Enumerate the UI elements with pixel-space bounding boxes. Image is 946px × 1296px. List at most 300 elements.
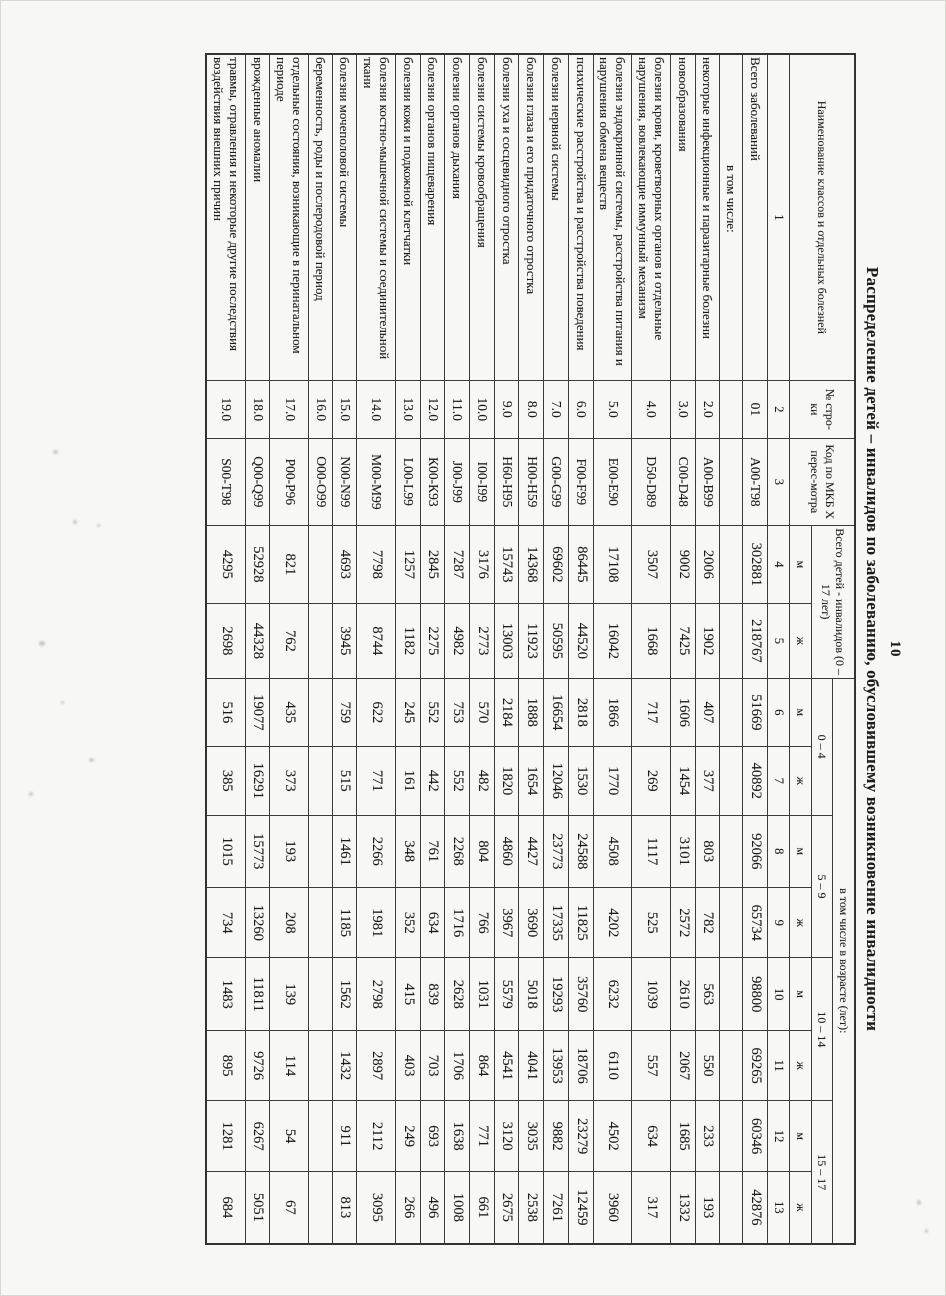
value-cell: 352 <box>396 887 421 957</box>
scan-noise <box>925 1229 928 1233</box>
value-cell <box>309 815 332 887</box>
value-cell: 661 <box>470 1171 495 1244</box>
value-cell: 9882 <box>544 1101 569 1171</box>
icd-code-cell: А00-Т98 <box>743 439 768 526</box>
value-cell: 1638 <box>445 1101 470 1171</box>
value-cell: 348 <box>396 815 421 887</box>
disease-name-cell: болезни уха и сосцевидного отростка <box>494 54 519 380</box>
value-cell: 1031 <box>470 958 495 1030</box>
value-cell: 69265 <box>743 1030 768 1100</box>
col-number: 11 <box>767 1030 789 1100</box>
icd-code-cell: О00-О99 <box>309 439 332 526</box>
header-age-5-9: 5 – 9 <box>811 815 833 958</box>
col-number: 13 <box>767 1171 789 1244</box>
table-header <box>767 54 855 1244</box>
value-cell: 193 <box>695 1171 720 1244</box>
value-cell: 2628 <box>445 958 470 1030</box>
scan-noise <box>39 641 45 646</box>
value-cell: 161 <box>396 747 421 815</box>
value-cell: 693 <box>420 1101 445 1171</box>
value-cell: 7425 <box>670 604 695 678</box>
icd-code-cell: Е00-Е90 <box>593 439 632 526</box>
value-cell: 1888 <box>519 678 544 746</box>
value-cell: 44328 <box>245 604 270 678</box>
value-cell: 1257 <box>396 525 421 604</box>
value-cell: 1117 <box>632 815 671 887</box>
value-cell: 1332 <box>670 1171 695 1244</box>
value-cell: 2275 <box>420 604 445 678</box>
value-cell: 684 <box>206 1171 245 1244</box>
table-row <box>670 54 695 1244</box>
icd-code-cell: Q00-Q99 <box>245 439 270 526</box>
value-cell: 2610 <box>670 958 695 1030</box>
col-number: 12 <box>767 1101 789 1171</box>
value-cell: 266 <box>396 1171 421 1244</box>
value-cell: 2818 <box>568 678 593 746</box>
value-cell: 7798 <box>357 525 396 604</box>
table-row <box>519 54 544 1244</box>
value-cell: 1981 <box>357 887 396 957</box>
icd-code-cell: К00-К93 <box>420 439 445 526</box>
value-cell: 269 <box>632 747 671 815</box>
header-disease-name: Наименование классов и отдельных болезней <box>790 54 855 380</box>
value-cell: 19293 <box>544 958 569 1030</box>
value-cell: 435 <box>270 678 309 746</box>
value-cell: 52928 <box>245 525 270 604</box>
line-number-cell: 17.0 <box>270 380 309 438</box>
value-cell <box>309 525 332 604</box>
value-cell: 114 <box>270 1030 309 1100</box>
value-cell <box>309 1101 332 1171</box>
value-cell: 5051 <box>245 1171 270 1244</box>
value-cell: 373 <box>270 747 309 815</box>
value-cell: 5018 <box>519 958 544 1030</box>
value-cell: 6110 <box>593 1030 632 1100</box>
value-cell: 7287 <box>445 525 470 604</box>
value-cell: 208 <box>270 887 309 957</box>
value-cell: 761 <box>420 815 445 887</box>
line-number-cell: 5.0 <box>593 380 632 438</box>
value-cell: 14368 <box>519 525 544 604</box>
col-number: 1 <box>767 54 789 380</box>
value-cell: 703 <box>420 1030 445 1100</box>
col-number: 7 <box>767 747 789 815</box>
line-number-cell: 7.0 <box>544 380 569 438</box>
line-number-cell: 15.0 <box>332 380 357 438</box>
value-cell: 717 <box>632 678 671 746</box>
disease-name-cell: болезни органов дыхания <box>445 54 470 380</box>
value-cell: 1820 <box>494 747 519 815</box>
disease-name-cell: беременность, роды и послеродовой период <box>309 54 332 380</box>
value-cell: 2773 <box>470 604 495 678</box>
icd-code-cell: С00-D48 <box>670 439 695 526</box>
col-number: 10 <box>767 958 789 1030</box>
table-body <box>206 54 767 1244</box>
value-cell: 634 <box>632 1101 671 1171</box>
value-cell: 40892 <box>743 747 768 815</box>
value-cell: 759 <box>332 678 357 746</box>
line-number-cell: 13.0 <box>396 380 421 438</box>
col-number: 5 <box>767 604 789 678</box>
page-number: 10 <box>887 640 903 658</box>
line-number-cell: 16.0 <box>309 380 332 438</box>
table-row <box>445 54 470 1244</box>
header-male: м <box>790 678 812 746</box>
value-cell: 4541 <box>494 1030 519 1100</box>
disability-statistics-table <box>205 53 856 1245</box>
disease-name-cell: новообразования <box>670 54 695 380</box>
value-cell: 4860 <box>494 815 519 887</box>
icd-code-cell: D50-D89 <box>632 439 671 526</box>
disease-name-cell: Всего заболеваний <box>743 54 768 380</box>
value-cell: 13260 <box>245 887 270 957</box>
value-cell: 804 <box>470 815 495 887</box>
value-cell: 2675 <box>494 1171 519 1244</box>
value-cell: 442 <box>420 747 445 815</box>
value-cell: 17108 <box>593 525 632 604</box>
icd-code-cell: Н60-Н95 <box>494 439 519 526</box>
value-cell: 1432 <box>332 1030 357 1100</box>
value-cell: 771 <box>357 747 396 815</box>
value-cell: 13953 <box>544 1030 569 1100</box>
value-cell: 2067 <box>670 1030 695 1100</box>
value-cell: 550 <box>695 1030 720 1100</box>
scan-noise <box>73 520 77 524</box>
value-cell: 895 <box>206 1030 245 1100</box>
line-number-cell: 2.0 <box>695 380 720 438</box>
value-cell: 4693 <box>332 525 357 604</box>
value-cell: 6232 <box>593 958 632 1030</box>
value-cell <box>720 815 743 887</box>
header-male: м <box>790 1101 812 1171</box>
value-cell: 634 <box>420 887 445 957</box>
table-row <box>593 54 632 1244</box>
icd-code-cell: М00-М99 <box>357 439 396 526</box>
value-cell: 1008 <box>445 1171 470 1244</box>
value-cell <box>720 1171 743 1244</box>
value-cell <box>720 525 743 604</box>
icd-code-cell: S00-Т98 <box>206 439 245 526</box>
header-age-10-14: 10 – 14 <box>811 958 833 1101</box>
value-cell: 54 <box>270 1101 309 1171</box>
icd-code-cell: Н00-Н59 <box>519 439 544 526</box>
value-cell: 2266 <box>357 815 396 887</box>
value-cell: 1562 <box>332 958 357 1030</box>
disease-name-cell: болезни системы кровообращения <box>470 54 495 380</box>
value-cell: 42876 <box>743 1171 768 1244</box>
value-cell: 65734 <box>743 887 768 957</box>
line-number-cell: 18.0 <box>245 380 270 438</box>
scan-noise <box>97 524 100 527</box>
value-cell: 911 <box>332 1101 357 1171</box>
line-number-cell: 01 <box>743 380 768 438</box>
scan-noise <box>917 1200 921 1205</box>
value-cell: 3967 <box>494 887 519 957</box>
value-cell: 50595 <box>544 604 569 678</box>
value-cell: 3095 <box>357 1171 396 1244</box>
value-cell: 35760 <box>568 958 593 1030</box>
table-row <box>396 54 421 1244</box>
value-cell: 1015 <box>206 815 245 887</box>
value-cell <box>309 747 332 815</box>
value-cell: 4508 <box>593 815 632 887</box>
value-cell: 3176 <box>470 525 495 604</box>
disease-name-cell: болезни костно-мышечной системы и соединительной ткани <box>357 54 396 380</box>
table-row <box>494 54 519 1244</box>
icd-code-cell: L00-L99 <box>396 439 421 526</box>
value-cell: 193 <box>270 815 309 887</box>
value-cell: 4295 <box>206 525 245 604</box>
table-row <box>470 54 495 1244</box>
value-cell: 385 <box>206 747 245 815</box>
value-cell <box>720 678 743 746</box>
line-number-cell: 19.0 <box>206 380 245 438</box>
value-cell: 1706 <box>445 1030 470 1100</box>
header-female: ж <box>790 747 812 815</box>
value-cell: 762 <box>270 604 309 678</box>
table-row <box>632 54 671 1244</box>
scan-noise <box>29 792 33 796</box>
header-male: м <box>790 525 812 604</box>
value-cell: 552 <box>420 678 445 746</box>
value-cell: 1770 <box>593 747 632 815</box>
header-total: Всего детей - инвалидов (0 – 17 лет) <box>811 525 855 678</box>
icd-code-cell <box>720 439 743 526</box>
value-cell: 1866 <box>593 678 632 746</box>
line-number-cell: 4.0 <box>632 380 671 438</box>
col-number: 9 <box>767 887 789 957</box>
table-row <box>743 54 768 1244</box>
value-cell: 766 <box>470 887 495 957</box>
value-cell: 7261 <box>544 1171 569 1244</box>
value-cell: 23279 <box>568 1101 593 1171</box>
disease-name-cell: в том числе: <box>720 54 743 380</box>
disease-name-cell: болезни эндокринной системы, расстройства питания и нарушения обмена веществ <box>593 54 632 380</box>
value-cell: 1454 <box>670 747 695 815</box>
value-cell: 570 <box>470 678 495 746</box>
value-cell: 17335 <box>544 887 569 957</box>
col-number: 6 <box>767 678 789 746</box>
disease-name-cell: болезни кожи и подкожной клетчатки <box>396 54 421 380</box>
value-cell <box>720 958 743 1030</box>
value-cell: 771 <box>470 1101 495 1171</box>
value-cell: 821 <box>270 525 309 604</box>
disease-name-cell: врожденные аномалии <box>245 54 270 380</box>
header-male: м <box>790 815 812 887</box>
col-number: 2 <box>767 380 789 438</box>
line-number-cell: 12.0 <box>420 380 445 438</box>
value-cell: 233 <box>695 1101 720 1171</box>
header-line-number: № стро-ки <box>790 380 855 438</box>
value-cell <box>309 958 332 1030</box>
icd-code-cell: N00-N99 <box>332 439 357 526</box>
table-row <box>357 54 396 1244</box>
table-row <box>206 54 245 1244</box>
value-cell: 13003 <box>494 604 519 678</box>
value-cell: 249 <box>396 1101 421 1171</box>
value-cell <box>720 1101 743 1171</box>
value-cell: 3035 <box>519 1101 544 1171</box>
icd-code-cell: I00-I99 <box>470 439 495 526</box>
value-cell: 377 <box>695 747 720 815</box>
value-cell: 516 <box>206 678 245 746</box>
value-cell: 2845 <box>420 525 445 604</box>
value-cell: 69602 <box>544 525 569 604</box>
disease-name-cell: травмы, отравления и некоторые другие последствия воздействия внешних причин <box>206 54 245 380</box>
value-cell: 23773 <box>544 815 569 887</box>
value-cell <box>720 887 743 957</box>
col-number: 4 <box>767 525 789 604</box>
disease-name-cell: болезни крови, кроветворных органов и отдельные нарушения, вовлекающие иммунный механизм <box>632 54 671 380</box>
disease-name-cell: болезни нервной системы <box>544 54 569 380</box>
value-cell: 24588 <box>568 815 593 887</box>
value-cell: 1461 <box>332 815 357 887</box>
value-cell: 2572 <box>670 887 695 957</box>
table-row <box>309 54 332 1244</box>
value-cell: 3960 <box>593 1171 632 1244</box>
value-cell: 16654 <box>544 678 569 746</box>
disease-name-cell: некоторые инфекционные и паразитарные болезни <box>695 54 720 380</box>
line-number-cell: 9.0 <box>494 380 519 438</box>
value-cell: 8744 <box>357 604 396 678</box>
table-row <box>420 54 445 1244</box>
value-cell: 92066 <box>743 815 768 887</box>
value-cell: 4502 <box>593 1101 632 1171</box>
disease-name-cell: болезни глаза и его придаточного отростка <box>519 54 544 380</box>
table-row <box>695 54 720 1244</box>
value-cell: 4427 <box>519 815 544 887</box>
scan-noise <box>53 450 58 454</box>
value-cell: 9002 <box>670 525 695 604</box>
value-cell: 12459 <box>568 1171 593 1244</box>
scan-noise <box>89 758 94 762</box>
scan-noise <box>61 701 64 704</box>
value-cell: 317 <box>632 1171 671 1244</box>
value-cell: 482 <box>470 747 495 815</box>
value-cell: 1902 <box>695 604 720 678</box>
value-cell: 557 <box>632 1030 671 1100</box>
value-cell: 6267 <box>245 1101 270 1171</box>
header-female: ж <box>790 604 812 678</box>
line-number-cell: 11.0 <box>445 380 470 438</box>
value-cell: 67 <box>270 1171 309 1244</box>
value-cell: 2006 <box>695 525 720 604</box>
value-cell: 11811 <box>245 958 270 1030</box>
value-cell: 496 <box>420 1171 445 1244</box>
value-cell <box>309 678 332 746</box>
value-cell: 218767 <box>743 604 768 678</box>
header-age-0-4: 0 – 4 <box>811 678 833 815</box>
line-number-cell: 6.0 <box>568 380 593 438</box>
value-cell <box>309 1171 332 1244</box>
icd-code-cell: Р00-Р96 <box>270 439 309 526</box>
value-cell: 16042 <box>593 604 632 678</box>
value-cell: 3507 <box>632 525 671 604</box>
header-icd-code: Код по МКБ Х перес-мотра <box>790 439 855 526</box>
value-cell: 622 <box>357 678 396 746</box>
header-female: ж <box>790 1171 812 1244</box>
value-cell: 1716 <box>445 887 470 957</box>
disease-name-cell: болезни органов пищеварения <box>420 54 445 380</box>
value-cell: 245 <box>396 678 421 746</box>
line-number-cell <box>720 380 743 438</box>
value-cell: 98800 <box>743 958 768 1030</box>
value-cell: 44520 <box>568 604 593 678</box>
value-cell: 2112 <box>357 1101 396 1171</box>
value-cell: 2897 <box>357 1030 396 1100</box>
value-cell: 11825 <box>568 887 593 957</box>
value-cell: 15773 <box>245 815 270 887</box>
header-by-age: в том числе в возрасте (лет): <box>833 678 855 1244</box>
table-row <box>245 54 270 1244</box>
col-number: 3 <box>767 439 789 526</box>
line-number-cell: 14.0 <box>357 380 396 438</box>
column-numbering-row <box>767 54 789 1244</box>
header-male: м <box>790 958 812 1030</box>
value-cell: 11923 <box>519 604 544 678</box>
line-number-cell: 10.0 <box>470 380 495 438</box>
line-number-cell: 8.0 <box>519 380 544 438</box>
icd-code-cell: F00-F99 <box>568 439 593 526</box>
value-cell <box>720 747 743 815</box>
value-cell: 753 <box>445 678 470 746</box>
table-row <box>568 54 593 1244</box>
table-row <box>332 54 357 1244</box>
value-cell: 3120 <box>494 1101 519 1171</box>
value-cell: 2538 <box>519 1171 544 1244</box>
value-cell <box>309 887 332 957</box>
value-cell: 1182 <box>396 604 421 678</box>
icd-code-cell: G00-G99 <box>544 439 569 526</box>
value-cell: 552 <box>445 747 470 815</box>
value-cell: 18706 <box>568 1030 593 1100</box>
value-cell: 525 <box>632 887 671 957</box>
value-cell: 16291 <box>245 747 270 815</box>
table-row <box>544 54 569 1244</box>
value-cell: 3101 <box>670 815 695 887</box>
value-cell: 4041 <box>519 1030 544 1100</box>
value-cell <box>720 604 743 678</box>
value-cell <box>720 1030 743 1100</box>
value-cell: 139 <box>270 958 309 1030</box>
value-cell: 3690 <box>519 887 544 957</box>
header-female: ж <box>790 887 812 957</box>
value-cell: 563 <box>695 958 720 1030</box>
value-cell: 803 <box>695 815 720 887</box>
value-cell: 1039 <box>632 958 671 1030</box>
value-cell: 19077 <box>245 678 270 746</box>
disease-name-cell: болезни мочеполовой системы <box>332 54 357 380</box>
icd-code-cell: А00-В99 <box>695 439 720 526</box>
value-cell: 302881 <box>743 525 768 604</box>
value-cell: 782 <box>695 887 720 957</box>
value-cell: 864 <box>470 1030 495 1100</box>
value-cell: 415 <box>396 958 421 1030</box>
value-cell: 1654 <box>519 747 544 815</box>
value-cell: 4202 <box>593 887 632 957</box>
value-cell: 2798 <box>357 958 396 1030</box>
rotated-table-sheet <box>1 1 946 1296</box>
disease-name-cell: психические расстройства и расстройства поведения <box>568 54 593 380</box>
value-cell: 813 <box>332 1171 357 1244</box>
value-cell: 734 <box>206 887 245 957</box>
value-cell: 60346 <box>743 1101 768 1171</box>
table-row <box>270 54 309 1244</box>
line-number-cell: 3.0 <box>670 380 695 438</box>
header-female: ж <box>790 1030 812 1100</box>
value-cell: 2268 <box>445 815 470 887</box>
value-cell: 12046 <box>544 747 569 815</box>
